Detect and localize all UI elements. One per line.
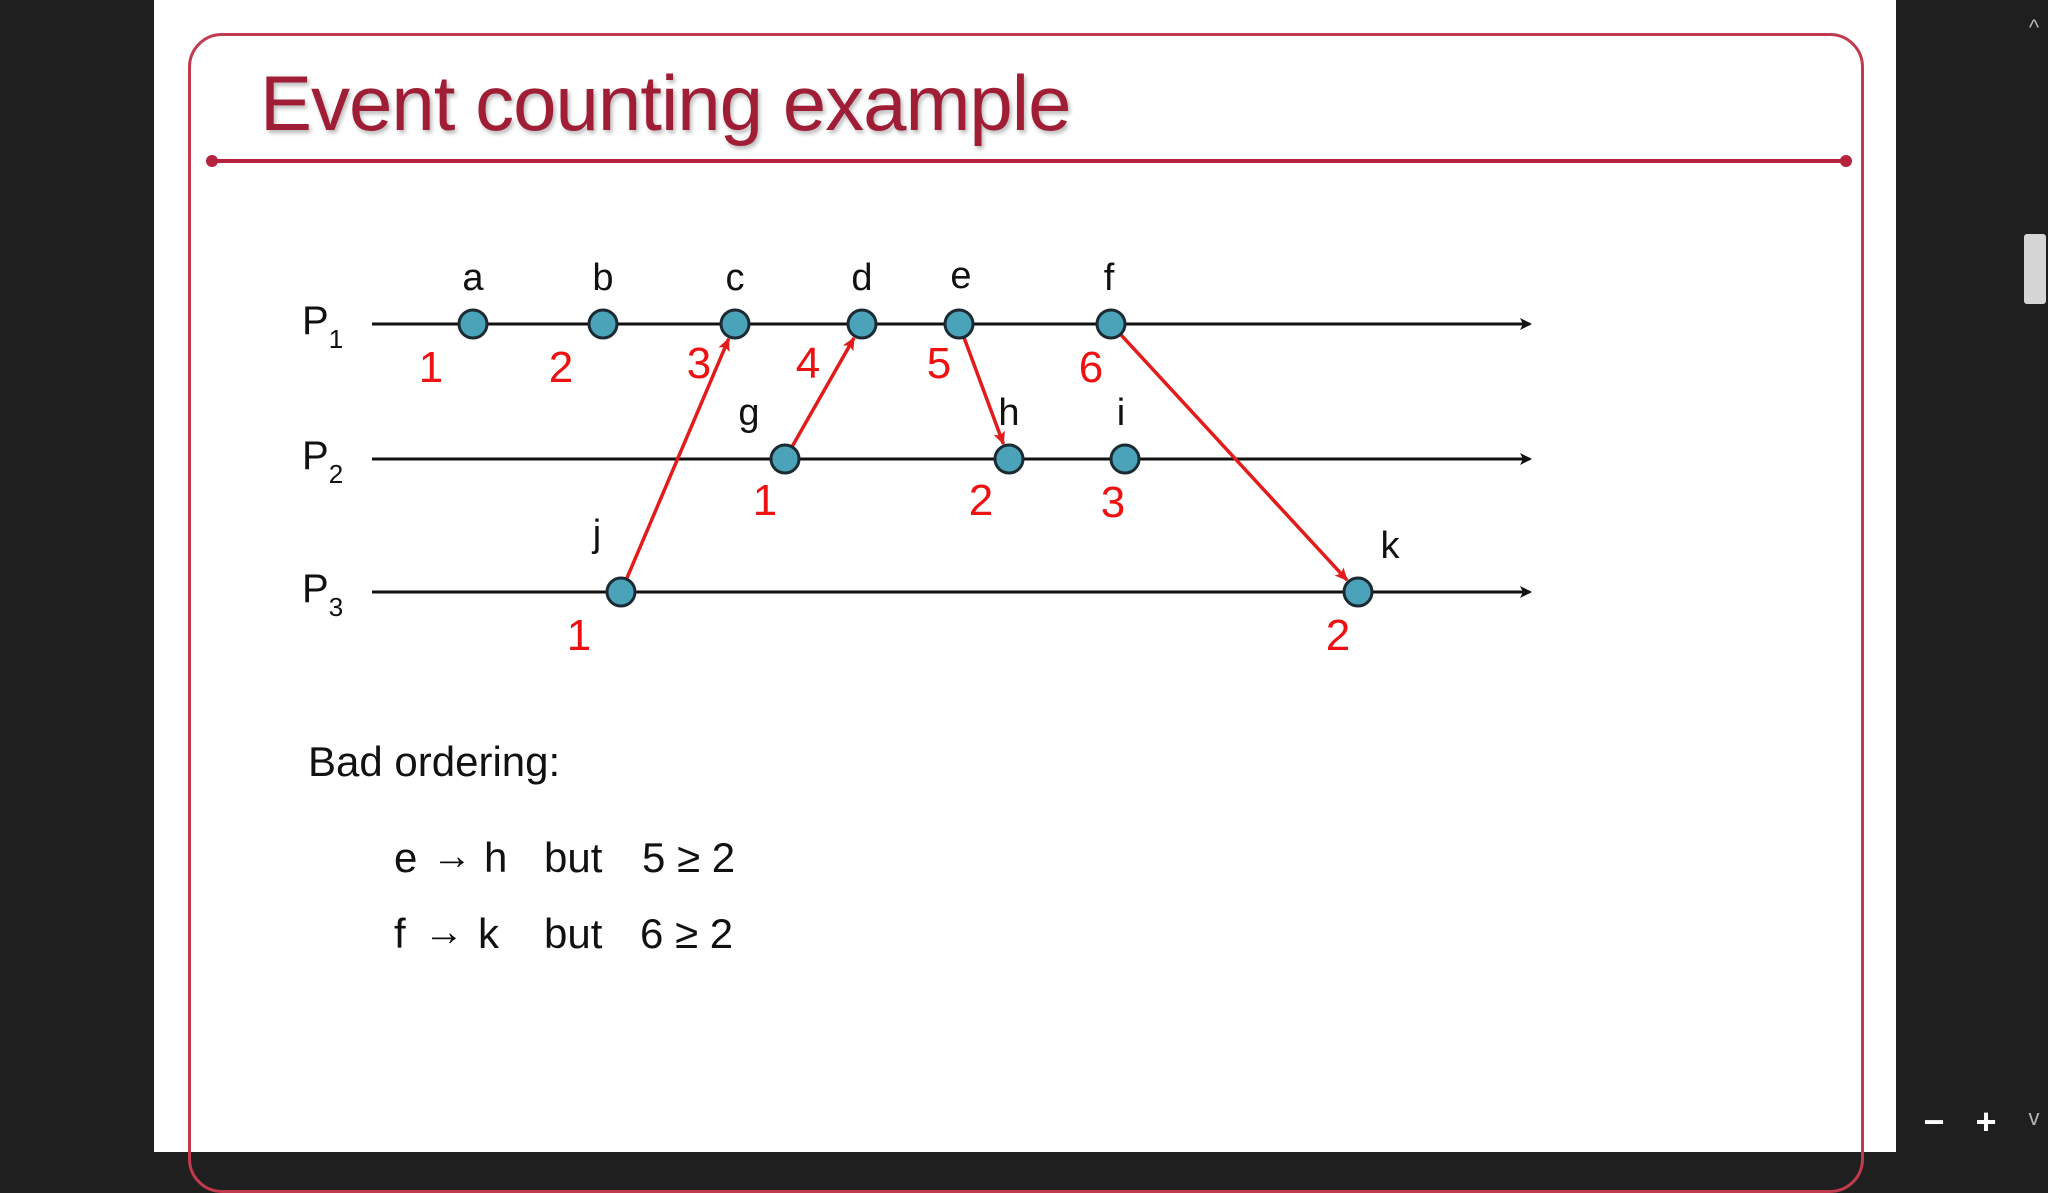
- scroll-thumb[interactable]: [2024, 234, 2046, 304]
- event-count-label: 1: [566, 611, 592, 660]
- event-name-label: d: [851, 257, 873, 299]
- event-name-label: a: [462, 257, 484, 299]
- process-label: $P_1$: [302, 299, 344, 354]
- event-node: [945, 310, 973, 338]
- event-node: [459, 310, 487, 338]
- event-count-label: 5: [926, 339, 952, 388]
- zoom-in-button[interactable]: +: [1975, 1101, 1997, 1142]
- process-label-subscript: 3: [328, 592, 344, 622]
- event-count-label: 2: [968, 476, 994, 525]
- relation-to: k: [478, 910, 499, 957]
- event-name-label: h: [998, 392, 1020, 434]
- event-count-label: 4: [795, 339, 821, 388]
- event-node: [771, 445, 799, 473]
- vertical-scrollbar[interactable]: [2020, 0, 2048, 1152]
- event-name-label: k: [1380, 525, 1400, 567]
- event-count-label: 2: [548, 343, 574, 392]
- slide-page: [154, 0, 1896, 1152]
- process-label-subscript: 1: [328, 324, 344, 354]
- event-count-label: 1: [418, 343, 444, 392]
- process-label: $P_3$: [302, 567, 344, 622]
- event-diagram: [154, 0, 1896, 1152]
- event-node: [1111, 445, 1139, 473]
- event-count-label: 2: [1325, 611, 1351, 660]
- happens-before-arrow-icon: →: [432, 834, 472, 878]
- event-node: [995, 445, 1023, 473]
- event-name-label: j: [592, 513, 602, 555]
- event-node: [721, 310, 749, 338]
- message-arrows: [626, 334, 1347, 580]
- event-node: [1344, 578, 1372, 606]
- event-count-label: 6: [1078, 343, 1104, 392]
- zoom-out-button[interactable]: −: [1923, 1101, 1945, 1142]
- event-count-label: 3: [1100, 478, 1126, 527]
- event-node: [589, 310, 617, 338]
- relation-but: but: [544, 910, 603, 957]
- happens-before-arrow-icon: →: [424, 910, 464, 954]
- scroll-down-icon[interactable]: v: [2028, 1105, 2040, 1130]
- process-labels: [302, 299, 343, 622]
- slide-title: Event counting example: [260, 59, 1071, 147]
- message-arrow: [1120, 334, 1347, 580]
- event-name-label: c: [725, 257, 745, 299]
- event-name-label: g: [738, 392, 760, 434]
- event-count-label: 3: [686, 339, 712, 388]
- event-node: [607, 578, 635, 606]
- event-count-label: 1: [752, 476, 778, 525]
- process-label: $P_2$: [302, 434, 344, 489]
- relation-from: e: [394, 834, 418, 881]
- event-node: [848, 310, 876, 338]
- event-name-label: b: [592, 257, 614, 299]
- process-label-subscript: 2: [328, 459, 344, 489]
- event-name-label: f: [1103, 257, 1115, 299]
- event-name-label: i: [1116, 392, 1126, 434]
- relation-but: but: [544, 834, 603, 881]
- relation-counts: 6 ≥ 2: [640, 910, 734, 957]
- relation-from: f: [394, 910, 406, 957]
- event-name-label: e: [950, 255, 972, 297]
- event-node: [1097, 310, 1125, 338]
- relation-to: h: [484, 834, 508, 881]
- scroll-up-icon[interactable]: ^: [2028, 15, 2040, 40]
- bad-ordering-heading: Bad ordering:: [308, 738, 561, 785]
- relation-counts: 5 ≥ 2: [642, 834, 736, 881]
